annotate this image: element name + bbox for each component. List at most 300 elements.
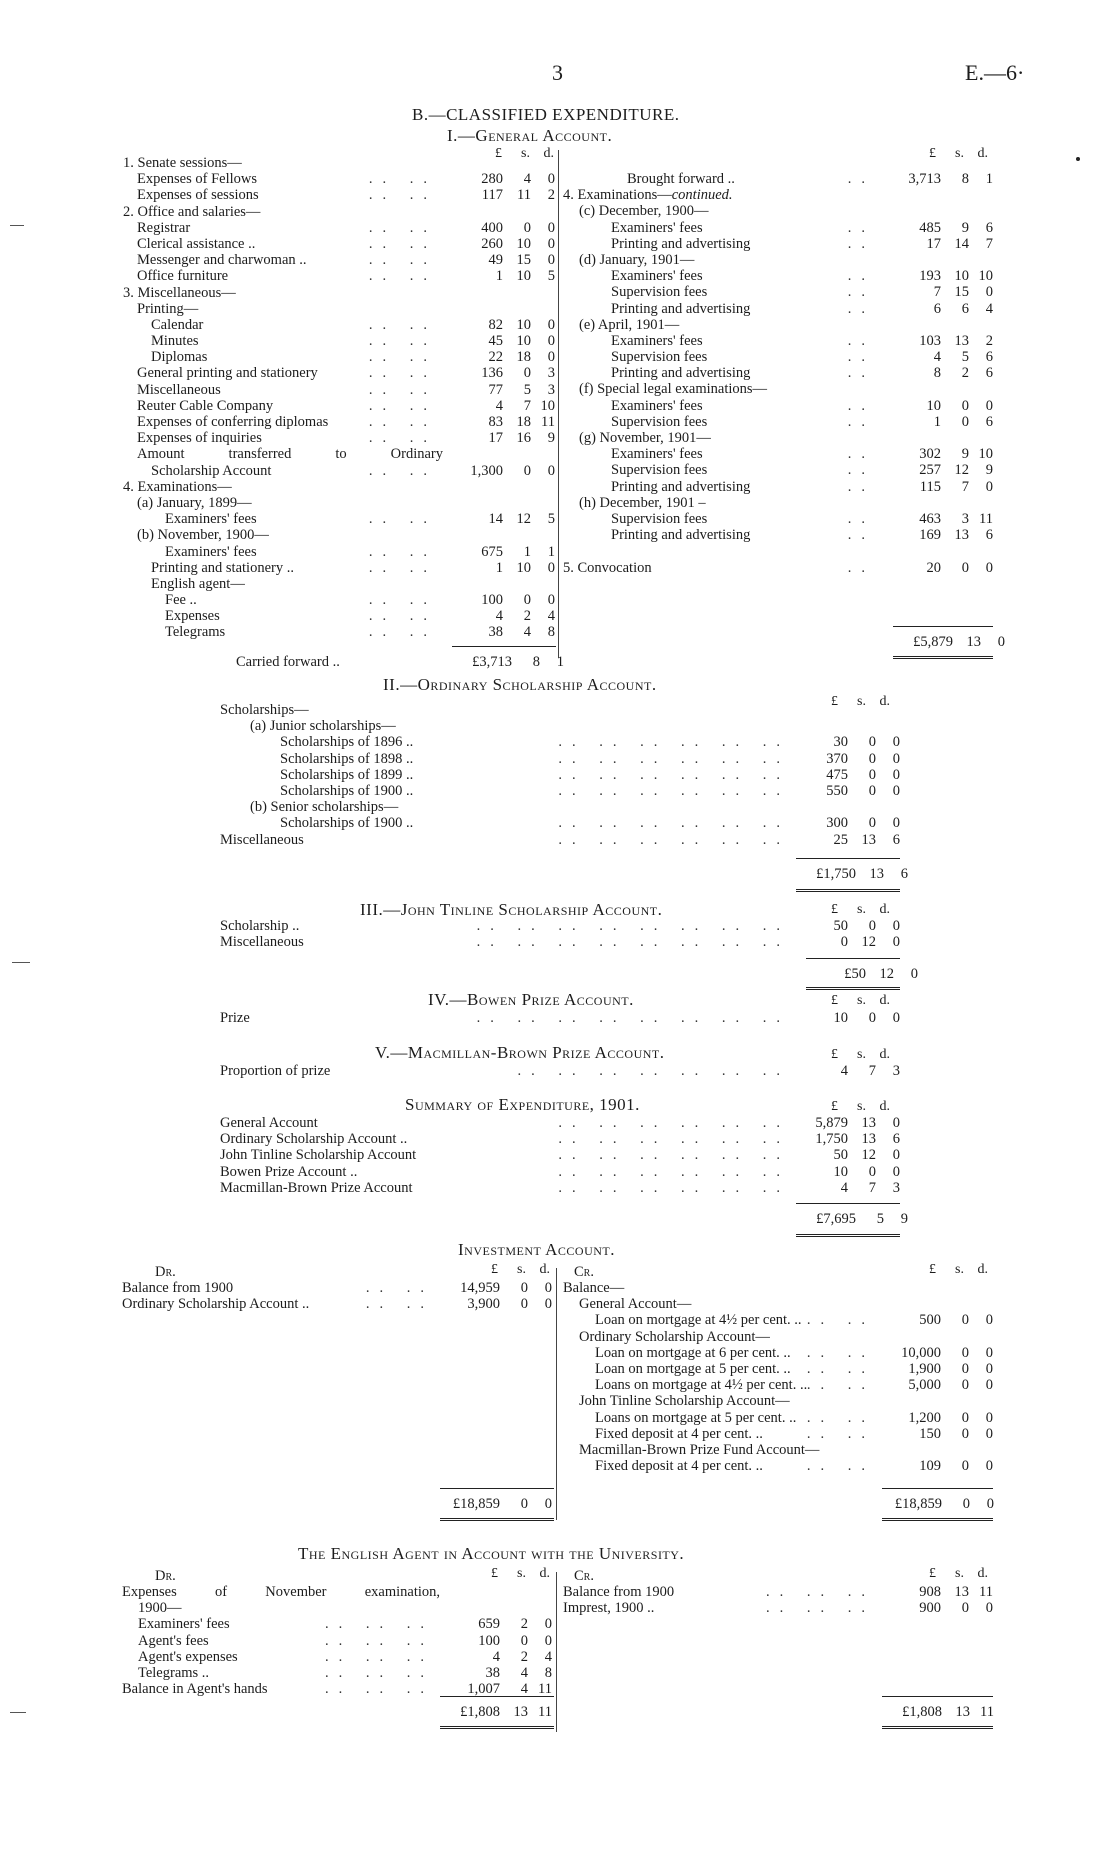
row-label: Examiners' fees <box>165 511 257 528</box>
leader-dots: .. .. <box>368 268 437 285</box>
row-label: Examiners' fees <box>138 1616 230 1633</box>
row-label: Bowen Prize Account .. <box>220 1163 358 1180</box>
amount-shillings: 0 <box>520 1496 528 1512</box>
amount-shillings: 0 <box>961 1409 969 1426</box>
amount-pence: 4 <box>544 1648 552 1665</box>
amount-shillings: 7 <box>961 478 969 495</box>
row-amount <box>788 1115 900 1131</box>
ledger-row <box>563 301 993 317</box>
amount-pounds: 500 <box>919 1312 941 1329</box>
leader-dots: .. .. <box>368 235 437 252</box>
tinline-rows <box>220 918 900 950</box>
row-label: Proportion of prize <box>220 1063 331 1079</box>
row-amount <box>440 1649 552 1665</box>
amount-shillings: 8 <box>961 171 969 187</box>
leader-dots: .. .. <box>368 592 437 609</box>
row-label-continued: continued. <box>671 187 733 204</box>
ledger-row <box>563 479 993 495</box>
leader-dots: .. .. <box>806 1409 875 1426</box>
scan-mark <box>12 962 30 963</box>
row-amount <box>788 1180 900 1196</box>
row-label: Printing and stationery .. <box>151 559 294 576</box>
ledger-row <box>563 187 993 203</box>
leader-dots: .. .. <box>368 316 437 333</box>
amount-pounds: 675 <box>481 543 503 560</box>
amount-pence: 3 <box>547 381 555 398</box>
amount-shillings: 13 <box>861 831 876 848</box>
ledger-row <box>220 702 900 718</box>
amount-pence: 4 <box>985 300 993 317</box>
row-amount <box>443 544 555 560</box>
amount-pence: 0 <box>997 634 1005 650</box>
tinline-total-rule <box>806 958 900 959</box>
amount-shillings: 13 <box>955 1704 970 1720</box>
leader-dots: .. .. <box>806 1425 875 1442</box>
amount-shillings: 0 <box>868 766 876 783</box>
ledger-row <box>563 268 993 284</box>
amount-shillings: 6 <box>961 300 969 317</box>
row-label: Telegrams .. <box>138 1664 210 1681</box>
row-label: Miscellaneous <box>220 831 304 848</box>
tinline-total <box>806 966 918 983</box>
ledger-row <box>563 220 993 236</box>
amount-shillings: 0 <box>868 815 876 832</box>
amount-shillings: 10 <box>516 316 531 333</box>
row-label: Scholarships of 1898 .. <box>280 750 414 767</box>
ledger-row <box>122 1584 552 1600</box>
amount-pence: 0 <box>892 1115 900 1131</box>
ledger-row <box>563 1329 993 1345</box>
row-amount <box>881 511 993 527</box>
amount-shillings: 0 <box>523 219 531 236</box>
leader-dots: .. .. <box>368 381 437 398</box>
ledger-row <box>563 203 993 219</box>
amount-shillings: 0 <box>961 1344 969 1361</box>
ledger-row <box>220 918 900 934</box>
row-label: Printing and advertising <box>611 365 751 382</box>
amount-pence: 0 <box>547 349 555 366</box>
amount-pounds: £1,808 <box>460 1704 500 1720</box>
ledger-row <box>123 365 555 381</box>
row-amount <box>881 349 993 365</box>
ledger-row <box>123 430 555 446</box>
amount-shillings: 0 <box>961 559 969 576</box>
leader-dots: .. .. <box>368 430 437 447</box>
ordinary-scholarship-title: II.—Ordinary Scholarship Account. <box>383 675 657 694</box>
row-label: Scholarships of 1900 .. <box>280 782 414 799</box>
amount-pounds: 659 <box>478 1616 500 1633</box>
general-total-double-rule <box>893 656 993 659</box>
leader-dots: .. .. <box>806 1360 875 1377</box>
row-label: Ordinary Scholarship Account .. <box>122 1296 310 1313</box>
amount-pence: 0 <box>892 782 900 799</box>
amount-shillings: 8 <box>532 654 540 670</box>
agent-right-total <box>882 1704 994 1721</box>
amount-pounds: 136 <box>481 365 503 382</box>
row-label: Examiners' fees <box>611 219 703 236</box>
row-label: Balance— <box>563 1280 625 1296</box>
leader-dots: .. <box>847 268 875 285</box>
amount-pence: 0 <box>892 750 900 767</box>
row-amount <box>881 1458 993 1474</box>
row-label: Prize <box>220 1010 250 1026</box>
ledger-row <box>563 252 993 268</box>
leader-dots: .. .. <box>368 397 437 414</box>
amount-pounds: 6 <box>933 300 941 317</box>
leader-dots: .. .. <box>806 1458 875 1475</box>
row-amount <box>443 463 555 479</box>
leader-dots: .. <box>847 171 875 187</box>
row-label: Minutes <box>151 333 199 350</box>
amount-shillings: 16 <box>516 430 531 447</box>
leader-dots: .. <box>847 284 875 301</box>
amount-shillings: 7 <box>868 1179 876 1196</box>
amount-pounds: £5,879 <box>913 634 953 650</box>
amount-pounds: 14,959 <box>460 1280 500 1296</box>
investment-right-total-rule <box>882 1488 993 1489</box>
general-total <box>893 634 1005 651</box>
row-label: 5. Convocation <box>563 559 652 576</box>
leader-dots: .. .. <box>368 365 437 382</box>
ordinary-total-rule <box>796 858 900 859</box>
amount-pence: 0 <box>892 1010 900 1026</box>
row-amount <box>788 783 900 799</box>
amount-shillings: 4 <box>520 1681 528 1698</box>
agent-right-double-rule <box>882 1726 993 1729</box>
ledger-row <box>563 446 993 462</box>
investment-right-column <box>563 1280 993 1474</box>
summary-title: Summary of Expenditure, 1901. <box>405 1095 640 1114</box>
tinline-col-heads: £ s. d. <box>831 902 890 917</box>
row-label: Scholarship Account <box>151 462 272 479</box>
amount-pounds: 10,000 <box>901 1344 941 1361</box>
row-label: Loans on mortgage at 5 per cent. .. <box>595 1409 797 1426</box>
row-amount <box>443 236 555 252</box>
row-amount <box>881 220 993 236</box>
amount-pence: 0 <box>985 1344 993 1361</box>
amount-pounds: 1,900 <box>908 1360 941 1377</box>
row-label: 4. Examinations— <box>123 478 232 495</box>
ledger-row <box>123 560 555 576</box>
amount-pence: 2 <box>547 187 555 204</box>
scan-mark <box>10 225 24 226</box>
amount-pounds: 117 <box>481 187 503 204</box>
amount-shillings: 11 <box>517 187 531 204</box>
investment-right-col-heads: £ s. d. <box>929 1262 988 1277</box>
amount-shillings: 0 <box>961 1360 969 1377</box>
agent-column-divider <box>556 1572 557 1732</box>
amount-pence: 6 <box>892 1131 900 1148</box>
summary-total-rule <box>796 1203 900 1204</box>
row-amount <box>443 624 555 640</box>
general-left-col-heads: £ s. d. <box>495 146 554 161</box>
row-label: Expenses of inquiries <box>137 430 262 447</box>
row-label: Scholarships of 1899 .. <box>280 766 414 783</box>
amount-pounds: £18,859 <box>452 1496 500 1512</box>
agent-title: The English Agent in Account with the University. <box>298 1544 685 1563</box>
leader-dots: .. .. <box>368 624 437 641</box>
amount-shillings: 4 <box>523 171 531 188</box>
amount-shillings: 14 <box>954 235 969 252</box>
row-label: (c) December, 1900— <box>579 203 709 220</box>
leader-dots: .. <box>847 349 875 366</box>
row-label: Fee .. <box>165 592 197 609</box>
row-label: Ordinary Scholarship Account .. <box>220 1131 408 1148</box>
document-code: E.—6· <box>965 60 1025 85</box>
ledger-row <box>123 220 555 236</box>
amount-shillings: 2 <box>520 1616 528 1633</box>
leader-dots: .. <box>847 446 875 463</box>
amount-pounds: £1,750 <box>816 866 856 882</box>
amount-pounds: 280 <box>481 171 503 188</box>
ledger-row <box>123 398 555 414</box>
amount-shillings: 0 <box>520 1280 528 1296</box>
ledger-row <box>563 349 993 365</box>
amount-pounds: 4 <box>933 349 941 366</box>
amount-shillings: 0 <box>961 1312 969 1329</box>
amount-pence: 0 <box>985 284 993 301</box>
row-label: Expenses of November examination, <box>122 1584 440 1600</box>
ledger-row <box>123 463 555 479</box>
amount-shillings: 2 <box>520 1648 528 1665</box>
leader-dots: .. .. .. .. .. .. <box>558 1179 790 1196</box>
amount-shillings: 0 <box>961 1600 969 1617</box>
ledger-row <box>220 1115 900 1131</box>
investment-title: Investment Account. <box>458 1240 615 1259</box>
leader-dots: .. <box>847 219 875 236</box>
row-amount <box>443 511 555 527</box>
ledger-row <box>220 718 900 734</box>
agent-left-total <box>440 1704 552 1721</box>
ledger-row <box>563 560 993 576</box>
amount-shillings: 13 <box>966 634 981 650</box>
ledger-row <box>123 511 555 527</box>
row-amount <box>881 284 993 300</box>
amount-shillings: 0 <box>523 592 531 609</box>
ledger-row <box>563 1280 993 1296</box>
row-label: (a) Junior scholarships— <box>250 718 396 735</box>
ledger-row <box>122 1633 552 1649</box>
amount-shillings: 18 <box>516 349 531 366</box>
amount-pounds: 115 <box>919 478 941 495</box>
investment-column-divider <box>556 1268 557 1520</box>
row-label: 3. Miscellaneous— <box>123 284 236 301</box>
amount-pence: 0 <box>547 592 555 609</box>
amount-shillings: 0 <box>868 918 876 934</box>
amount-pence: 0 <box>544 1496 552 1512</box>
row-label: John Tinline Scholarship Account <box>220 1147 417 1164</box>
amount-shillings: 4 <box>523 624 531 641</box>
ledger-row <box>220 799 900 815</box>
amount-pounds: 25 <box>833 831 848 848</box>
row-label: Fixed deposit at 4 per cent. .. <box>595 1458 763 1475</box>
amount-pounds: 45 <box>488 333 503 350</box>
ledger-row <box>220 751 900 767</box>
ledger-row <box>220 1063 900 1079</box>
row-amount <box>881 1600 993 1616</box>
row-amount <box>881 527 993 543</box>
ledger-row <box>220 1131 900 1147</box>
amount-pence: 0 <box>544 1616 552 1633</box>
leader-dots: .. .. .. <box>325 1648 434 1665</box>
ledger-row <box>123 285 555 301</box>
ledger-row <box>123 236 555 252</box>
row-label: Amount transferred to Ordinary <box>137 446 443 463</box>
row-label: Imprest, 1900 .. <box>563 1600 655 1617</box>
leader-dots: .. .. <box>806 1377 875 1394</box>
row-amount <box>881 414 993 430</box>
amount-pence: 5 <box>547 511 555 528</box>
row-label: 4. Examinations—continued. <box>563 187 733 204</box>
row-label: Agent's fees <box>138 1632 209 1649</box>
amount-shillings: 13 <box>861 1115 876 1131</box>
main-title: B.—CLASSIFIED EXPENDITURE. <box>412 105 680 124</box>
row-label: (e) April, 1901— <box>579 316 680 333</box>
ledger-row <box>220 767 900 783</box>
page-number: 3 <box>552 60 563 85</box>
row-label: Ordinary Scholarship Account— <box>579 1328 770 1345</box>
amount-shillings: 9 <box>961 219 969 236</box>
row-label: Printing and advertising <box>611 478 751 495</box>
amount-pence: 6 <box>985 527 993 544</box>
row-label: Printing— <box>137 300 199 317</box>
row-label: (f) Special legal examinations— <box>579 381 768 398</box>
amount-pounds: 3,900 <box>467 1296 500 1313</box>
amount-pence: 0 <box>985 559 993 576</box>
row-label: Balance from 1900 <box>563 1584 675 1600</box>
ledger-row <box>563 1584 993 1600</box>
leader-dots: .. .. .. <box>766 1584 875 1600</box>
ledger-row <box>123 382 555 398</box>
ledger-row <box>123 608 555 624</box>
amount-shillings: 12 <box>954 462 969 479</box>
carried-forward-label: Carried forward .. <box>236 654 340 670</box>
ledger-row <box>123 527 555 543</box>
amount-pence: 0 <box>547 333 555 350</box>
row-amount <box>440 1665 552 1681</box>
row-amount <box>443 414 555 430</box>
row-label: Examiners' fees <box>611 397 703 414</box>
leader-dots: .. .. .. .. .. .. <box>558 766 790 783</box>
row-amount <box>788 815 900 831</box>
amount-shillings: 5 <box>961 349 969 366</box>
row-amount <box>440 1280 552 1296</box>
leader-dots: .. .. .. .. .. .. <box>558 782 790 799</box>
row-label: 2. Office and salaries— <box>123 203 261 220</box>
leader-dots: .. .. <box>368 414 437 430</box>
leader-dots: .. .. .. <box>766 1600 875 1617</box>
ordinary-total <box>796 866 908 883</box>
leader-dots: .. .. .. .. .. .. <box>558 1131 790 1148</box>
amount-pounds: 370 <box>826 750 848 767</box>
row-label: Scholarship .. <box>220 918 300 934</box>
leader-dots: .. <box>847 365 875 382</box>
row-label: General Account— <box>579 1296 692 1313</box>
ledger-row <box>123 268 555 284</box>
amount-shillings: 0 <box>868 1163 876 1180</box>
amount-pence: 0 <box>985 1425 993 1442</box>
row-label: Supervision fees <box>611 510 708 527</box>
leader-dots: .. .. .. .. .. .. <box>558 734 790 751</box>
row-amount <box>440 1616 552 1632</box>
row-amount <box>881 1312 993 1328</box>
row-label: Loans on mortgage at 4½ per cent. .. <box>595 1377 808 1394</box>
ledger-row <box>220 934 900 950</box>
row-amount <box>881 1410 993 1426</box>
ledger-row <box>123 155 555 171</box>
amount-pence: 0 <box>985 1312 993 1329</box>
amount-shillings: 0 <box>520 1632 528 1649</box>
ledger-row <box>123 576 555 592</box>
row-label: Examiners' fees <box>165 543 257 560</box>
row-label: Expenses of conferring diplomas <box>137 414 329 430</box>
amount-pence: 0 <box>985 397 993 414</box>
amount-pounds: 1 <box>495 268 503 285</box>
amount-shillings: 0 <box>523 462 531 479</box>
investment-left-column <box>122 1280 552 1312</box>
amount-pounds: 100 <box>481 592 503 609</box>
carried-forward-amount <box>452 654 564 671</box>
amount-pounds: 0 <box>840 934 848 951</box>
ledger-row <box>122 1616 552 1632</box>
leader-dots: .. <box>847 332 875 349</box>
ordinary-total-double-rule <box>796 889 900 892</box>
row-amount <box>788 751 900 767</box>
row-amount <box>881 1361 993 1377</box>
amount-pence: 0 <box>985 1409 993 1426</box>
leader-dots: .. .. <box>368 608 437 625</box>
row-label: (b) November, 1900— <box>137 527 269 544</box>
ledger-row <box>220 815 900 831</box>
general-right-column <box>563 171 993 576</box>
leader-dots: .. .. <box>368 252 437 269</box>
amount-pounds: 300 <box>826 815 848 832</box>
leader-dots: .. .. <box>368 543 437 560</box>
row-amount <box>881 560 993 576</box>
ledger-row <box>220 832 900 848</box>
ledger-row <box>123 479 555 495</box>
leader-dots: .. .. .. .. .. .. <box>558 750 790 767</box>
row-label: General Account <box>220 1115 318 1131</box>
macmillan-col-heads: £ s. d. <box>831 1047 890 1062</box>
agent-right-col-heads: £ s. d. <box>929 1566 988 1581</box>
ledger-row <box>563 1393 993 1409</box>
ledger-row <box>563 543 993 559</box>
leader-dots: .. .. .. .. .. .. .. .. <box>476 1010 790 1026</box>
row-amount <box>881 268 993 284</box>
leader-dots: .. .. .. <box>325 1632 434 1649</box>
ordinary-scholarship-rows <box>220 702 900 848</box>
leader-dots: .. .. <box>368 219 437 236</box>
row-label: Scholarships of 1896 .. <box>280 734 414 751</box>
scan-mark <box>1076 157 1080 161</box>
row-label: 1900— <box>138 1600 182 1617</box>
row-label: Loan on mortgage at 6 per cent. .. <box>595 1344 791 1361</box>
ledger-row <box>563 430 993 446</box>
agent-right-total-rule <box>882 1696 993 1697</box>
amount-pounds: 10 <box>833 1163 848 1180</box>
summary-rows <box>220 1115 900 1196</box>
amount-pence: 11 <box>979 510 993 527</box>
row-amount <box>881 462 993 478</box>
amount-pence: 0 <box>910 966 918 982</box>
ledger-row <box>563 1361 993 1377</box>
ledger-row <box>563 171 993 187</box>
amount-pounds: 17 <box>488 430 503 447</box>
amount-pence: 0 <box>547 252 555 269</box>
row-amount <box>788 1010 900 1026</box>
amount-pounds: 400 <box>481 219 503 236</box>
